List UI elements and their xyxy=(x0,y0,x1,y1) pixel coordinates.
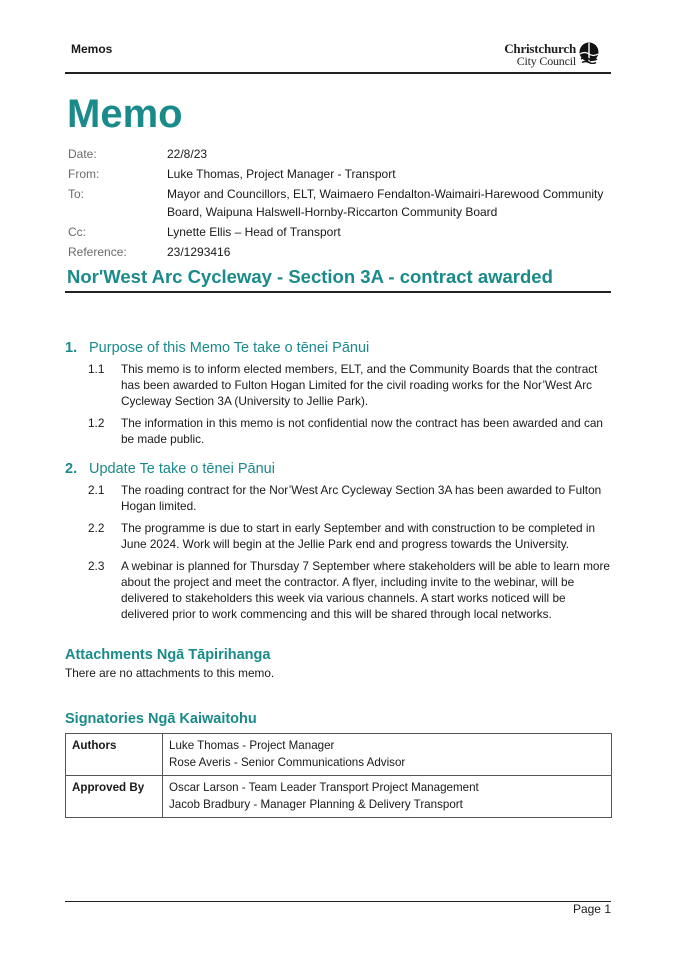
meta-row-to xyxy=(68,186,613,221)
council-emblem-icon xyxy=(578,42,600,64)
meta-row-from xyxy=(68,166,613,184)
table-row xyxy=(66,734,612,776)
meta-value: Lynette Ellis – Head of Transport xyxy=(167,224,341,239)
signatories-heading: Signatories Ngā Kaiwaitohu xyxy=(65,711,257,727)
list-item xyxy=(88,558,611,622)
section-title: Update Te take o tēnei Pānui xyxy=(89,461,275,477)
section-heading xyxy=(65,340,611,356)
item-text: The roading contract for the Nor’West Arc Cycleway Section 3A has been awarded to Fulton Hogan limited. xyxy=(121,483,602,513)
meta-label: From: xyxy=(68,167,100,181)
subject-divider xyxy=(65,291,611,293)
list-item xyxy=(88,520,611,552)
item-number: 1.2 xyxy=(88,416,105,430)
signatory-names xyxy=(163,734,612,776)
table-row xyxy=(66,776,612,818)
section-update xyxy=(65,461,611,622)
section-number: 2. xyxy=(65,461,78,477)
item-text: This memo is to inform elected members, ELT, and the Community Boards that the contract has been awarded to Fulton Hogan Limited for the civil roading works for the Nor’West Arc Cycleway Section 3A (University to Jellie Park). xyxy=(121,362,598,408)
header-title: Memos xyxy=(71,42,113,56)
signatory-role: Approved By xyxy=(66,776,163,818)
section-purpose xyxy=(65,340,611,447)
item-number: 2.1 xyxy=(88,483,105,497)
section-title: Purpose of this Memo Te take o tēnei Pānui xyxy=(89,340,370,356)
item-text: The information in this memo is not confidential now the contract has been awarded and can be made public. xyxy=(121,416,603,446)
footer-divider xyxy=(65,901,611,902)
logo-line1: Christchurch xyxy=(504,41,576,56)
meta-value: Mayor and Councillors, ELT, Waimaero Fendalton-Waimairi-Harewood Community Board, Waipuna Halswell-Hornby-Riccarton Community Board xyxy=(167,187,604,219)
logo-line2: City Council xyxy=(516,54,576,68)
list-item xyxy=(88,415,611,447)
meta-row-reference xyxy=(68,244,613,262)
signatory-role: Authors xyxy=(66,734,163,776)
signatory-name: Luke Thomas - Project Manager xyxy=(169,739,335,752)
attachments-heading: Attachments Ngā Tāpirihanga xyxy=(65,647,271,663)
meta-value: 22/8/23 xyxy=(167,147,208,161)
header-divider xyxy=(65,72,611,74)
meta-label: To: xyxy=(68,187,85,201)
item-text: A webinar is planned for Thursday 7 September where stakeholders will be able to learn more about the project and meet the contractor. A flyer, including invite to the webinar, will be delivered to stakeholders this week via various channels. A start works noticed will be delivered prior to work commencing and this will be shared through local networks. xyxy=(121,559,610,621)
list-item xyxy=(88,482,611,514)
meta-row-cc xyxy=(68,224,613,242)
memo-meta xyxy=(68,146,613,264)
meta-row-date xyxy=(68,146,613,164)
signatory-names xyxy=(163,776,612,818)
meta-label: Reference: xyxy=(68,244,127,259)
list-item xyxy=(88,361,611,409)
signatory-name: Oscar Larson - Team Leader Transport Project Management xyxy=(169,781,479,794)
page-number: Page 1 xyxy=(572,902,611,916)
section-number: 1. xyxy=(65,340,78,356)
item-text: The programme is due to start in early September and with construction to be completed in June 2024. Work will begin at the Jellie Park end and progress towards the University. xyxy=(121,521,596,551)
memo-title: Memo xyxy=(67,92,183,136)
item-number: 2.2 xyxy=(88,521,105,535)
signatories-table xyxy=(65,733,612,818)
signatory-name: Rose Averis - Senior Communications Advisor xyxy=(169,756,406,769)
council-logo xyxy=(496,40,606,70)
attachments-text: There are no attachments to this memo. xyxy=(65,666,275,680)
item-number: 1.1 xyxy=(88,362,105,376)
section-heading xyxy=(65,461,611,477)
meta-label: Cc: xyxy=(68,224,86,239)
meta-value: Luke Thomas, Project Manager - Transport xyxy=(167,167,396,181)
signatory-name: Jacob Bradbury - Manager Planning & Delivery Transport xyxy=(169,798,463,811)
meta-label: Date: xyxy=(68,147,97,161)
memo-subject: Nor'West Arc Cycleway - Section 3A - contract awarded xyxy=(67,266,553,287)
meta-value: 23/1293416 xyxy=(167,244,231,259)
item-number: 2.3 xyxy=(88,559,105,573)
